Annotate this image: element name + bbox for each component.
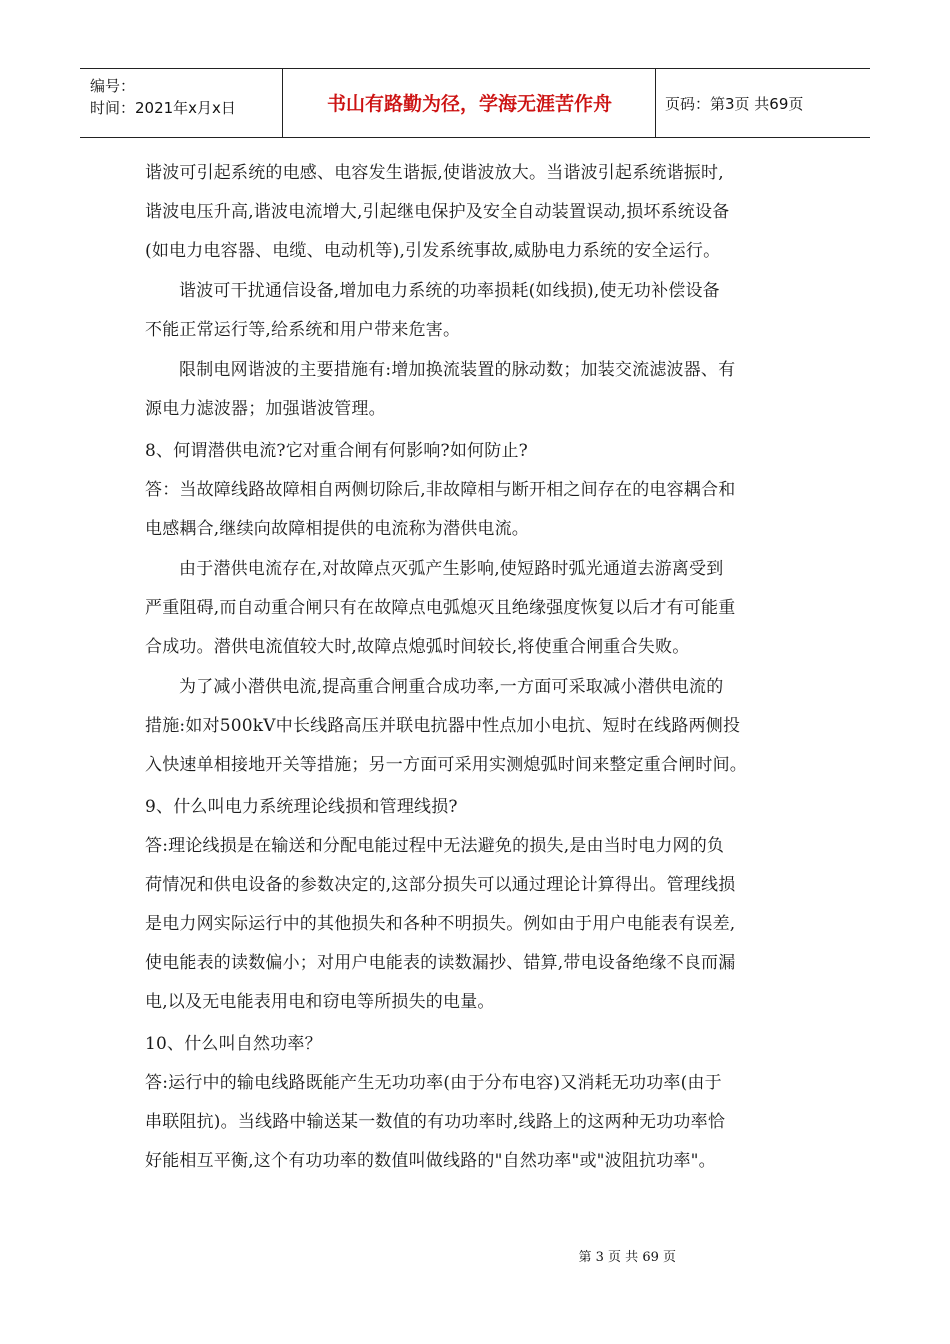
text-line: 好能相互平衡,这个有功功率的数值叫做线路的"自然功率"或"波阻抗功率"。: [145, 1151, 716, 1171]
text-line: 限制电网谐波的主要措施有:增加换流装置的脉动数；加装交流滤波器、有: [179, 360, 736, 380]
text-line: 串联阻抗)。当线路中输送某一数值的有功功率时,线路上的这两种无功功率恰: [145, 1112, 726, 1132]
question-heading: 10、什么叫自然功率？: [145, 1034, 322, 1054]
page-header: [80, 68, 870, 138]
text-line: 谐波可引起系统的电感、电容发生谐振,使谐波放大。当谐波引起系统谐振时,: [145, 163, 724, 183]
text-line: 措施:如对500kV中长线路高压并联电抗器中性点加小电抗、短时在线路两侧投: [145, 716, 741, 736]
text-line: 源电力滤波器；加强谐波管理。: [145, 399, 386, 419]
header-page-code: 页码：第3页 共69页: [665, 95, 804, 113]
header-meta: [90, 75, 236, 119]
text-line: 答:理论线损是在输送和分配电能过程中无法避免的损失,是由当时电力网的负: [145, 836, 725, 856]
text-line: 入快速单相接地开关等措施；另一方面可采用实测熄弧时间来整定重合闸时间。: [145, 755, 747, 775]
header-divider: [655, 69, 656, 137]
text-line: 电感耦合,继续向故障相提供的电流称为潜供电流。: [145, 519, 530, 539]
text-line: (如电力电容器、电缆、电动机等),引发系统事故,威胁电力系统的安全运行。: [145, 241, 721, 261]
page-number: 第 3 页 共 69 页: [578, 1250, 676, 1265]
time-label: 时间：2021年x月x日: [90, 99, 236, 117]
text-line: 由于潜供电流存在,对故障点灭弧产生影响,使短路时弧光通道去游离受到: [179, 559, 724, 579]
text-line: 使电能表的读数偏小；对用户电能表的读数漏抄、错算,带电设备绝缘不良而漏: [145, 953, 736, 973]
header-motto: 书山有路勤为径，学海无涯苦作舟: [326, 93, 612, 115]
text-line: 合成功。潜供电流值较大时,故障点熄弧时间较长,将使重合闸重合失败。: [145, 637, 690, 657]
text-line: 严重阻碍,而自动重合闸只有在故障点电弧熄灭且绝缘强度恢复以后才有可能重: [145, 598, 736, 618]
text-line: 不能正常运行等,给系统和用户带来危害。: [145, 320, 461, 340]
text-line: 电,以及无电能表用电和窃电等所损失的电量。: [145, 992, 495, 1012]
question-heading: 9、什么叫电力系统理论线损和管理线损?: [145, 797, 458, 817]
question-heading: 8、何谓潜供电流?它对重合闸有何影响?如何防止?: [145, 441, 528, 461]
header-divider: [282, 69, 283, 137]
text-line: 答：当故障线路故障相自两侧切除后,非故障相与断开相之间存在的电容耦合和: [145, 480, 736, 500]
text-line: 谐波可干扰通信设备,增加电力系统的功率损耗(如线损),使无功补偿设备: [179, 281, 720, 301]
text-line: 谐波电压升高,谐波电流增大,引起继电保护及安全自动装置误动,损坏系统设备: [145, 202, 730, 222]
text-line: 为了减小潜供电流,提高重合闸重合成功率,一方面可采取减小潜供电流的: [179, 677, 724, 697]
code-label: 编号：: [90, 77, 136, 95]
text-line: 是电力网实际运行中的其他损失和各种不明损失。例如由于用户电能表有误差,: [145, 914, 736, 934]
page-footer: [0, 1246, 950, 1265]
text-line: 答:运行中的输电线路既能产生无功功率(由于分布电容)又消耗无功功率(由于: [145, 1073, 722, 1093]
text-line: 荷情况和供电设备的参数决定的,这部分损失可以通过理论计算得出。管理线损: [145, 875, 736, 895]
document-body: [145, 154, 810, 1181]
